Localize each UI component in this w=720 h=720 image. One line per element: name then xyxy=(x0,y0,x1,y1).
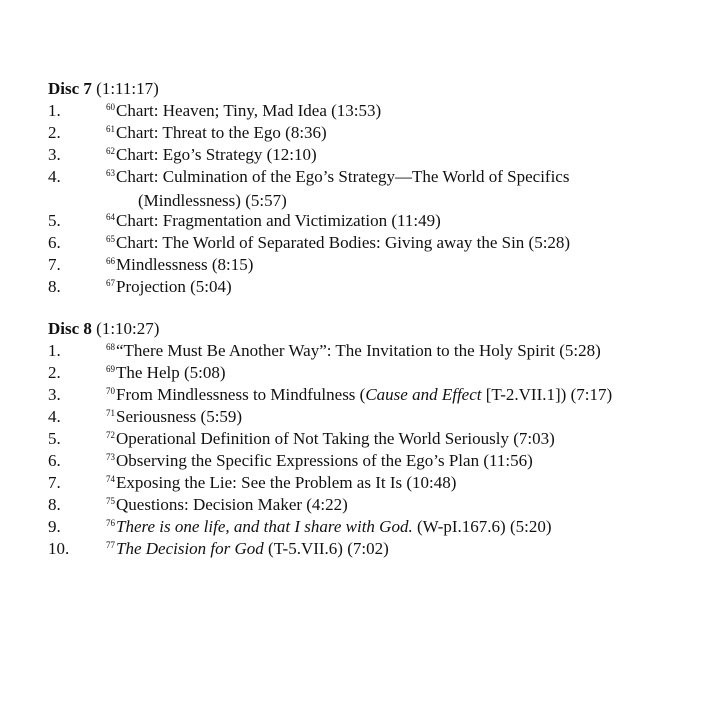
item-title: Exposing the Lie: See the Problem as It Is (10:48) xyxy=(116,473,457,492)
item-title: Chart: Fragmentation and Victimization (11:49) xyxy=(116,211,441,230)
footnote-number: 75 xyxy=(106,496,115,506)
footnote-number: 63 xyxy=(106,168,115,178)
footnote-number: 72 xyxy=(106,430,115,440)
item-title: Seriousness (5:59) xyxy=(116,407,243,426)
disc-7-section xyxy=(48,78,698,298)
item-number: 9. xyxy=(48,517,61,536)
footnote-number: 76 xyxy=(106,518,115,528)
item-number: 5. xyxy=(48,211,61,230)
footnote-number: 74 xyxy=(106,474,115,484)
item-title-italic: Cause and Effect xyxy=(365,385,482,404)
item-title: Mindlessness (8:15) xyxy=(116,255,254,274)
item-number: 4. xyxy=(48,407,61,426)
item-title-italic: The Decision for God xyxy=(116,539,264,558)
list-item xyxy=(48,210,698,232)
item-title-suffix: (T-5.VII.6) (7:02) xyxy=(263,539,389,558)
list-item xyxy=(48,144,698,166)
footnote-number: 68 xyxy=(106,342,115,352)
item-title: Chart: Threat to the Ego (8:36) xyxy=(116,123,327,142)
item-number: 7. xyxy=(48,255,61,274)
list-item xyxy=(48,406,698,428)
footnote-number: 77 xyxy=(106,540,115,550)
item-number: 3. xyxy=(48,385,61,404)
item-number: 8. xyxy=(48,495,61,514)
footnote-number: 73 xyxy=(106,452,115,462)
footnote-number: 71 xyxy=(106,408,115,418)
item-number: 6. xyxy=(48,451,61,470)
item-title-prefix: From Mindlessness to Mindfulness ( xyxy=(116,385,366,404)
list-item xyxy=(48,340,698,362)
list-item xyxy=(48,384,698,406)
list-item xyxy=(48,450,698,472)
item-number: 8. xyxy=(48,277,61,296)
item-number: 2. xyxy=(48,363,61,382)
item-title: Chart: Heaven; Tiny, Mad Idea (13:53) xyxy=(116,101,382,120)
list-item xyxy=(48,276,698,298)
item-title-suffix: (W-pI.167.6) (5:20) xyxy=(412,517,552,536)
footnote-number: 61 xyxy=(106,124,115,134)
list-item xyxy=(48,362,698,384)
disc-heading xyxy=(48,318,698,340)
item-number: 1. xyxy=(48,341,61,360)
footnote-number: 66 xyxy=(106,256,115,266)
item-title: Projection (5:04) xyxy=(116,277,232,296)
disc-duration: (1:10:27) xyxy=(96,319,160,338)
item-number: 5. xyxy=(48,429,61,448)
item-number: 6. xyxy=(48,233,61,252)
list-item xyxy=(48,472,698,494)
footnote-number: 60 xyxy=(106,102,115,112)
footnote-number: 67 xyxy=(106,278,115,288)
item-title: Operational Definition of Not Taking the World Seriously (7:03) xyxy=(116,429,555,448)
item-title-suffix: [T-2.VII.1]) (7:17) xyxy=(481,385,613,404)
item-title: “There Must Be Another Way”: The Invitation to the Holy Spirit (5:28) xyxy=(116,341,601,360)
item-title-continuation: (Mindlessness) (5:57) xyxy=(138,191,287,210)
disc-heading xyxy=(48,78,698,100)
item-number: 7. xyxy=(48,473,61,492)
disc-title: Disc 8 xyxy=(48,319,92,338)
item-title: Chart: Culmination of the Ego’s Strategy—The World of Specifics xyxy=(116,167,570,186)
item-title: Chart: Ego’s Strategy (12:10) xyxy=(116,145,317,164)
footnote-number: 70 xyxy=(106,386,115,396)
item-title: Observing the Specific Expressions of the Ego’s Plan (11:56) xyxy=(116,451,533,470)
list-item xyxy=(48,428,698,450)
list-item xyxy=(48,100,698,122)
footnote-number: 65 xyxy=(106,234,115,244)
item-number: 1. xyxy=(48,101,61,120)
item-title: Questions: Decision Maker (4:22) xyxy=(116,495,348,514)
disc-title: Disc 7 xyxy=(48,79,92,98)
list-item xyxy=(48,254,698,276)
footnote-number: 69 xyxy=(106,364,115,374)
item-number: 10. xyxy=(48,539,70,558)
item-title: The Help (5:08) xyxy=(116,363,226,382)
list-item xyxy=(48,122,698,144)
list-item xyxy=(48,232,698,254)
list-item xyxy=(48,516,698,538)
item-number: 2. xyxy=(48,123,61,142)
item-number: 3. xyxy=(48,145,61,164)
disc-8-section xyxy=(48,318,698,560)
item-number: 4. xyxy=(48,167,61,186)
item-title-italic: There is one life, and that I share with God. xyxy=(116,517,413,536)
footnote-number: 64 xyxy=(106,212,115,222)
list-item xyxy=(48,166,698,210)
list-item xyxy=(48,538,698,560)
footnote-number: 62 xyxy=(106,146,115,156)
item-title: Chart: The World of Separated Bodies: Giving away the Sin (5:28) xyxy=(116,233,571,252)
disc-duration: (1:11:17) xyxy=(96,79,159,98)
list-item xyxy=(48,494,698,516)
